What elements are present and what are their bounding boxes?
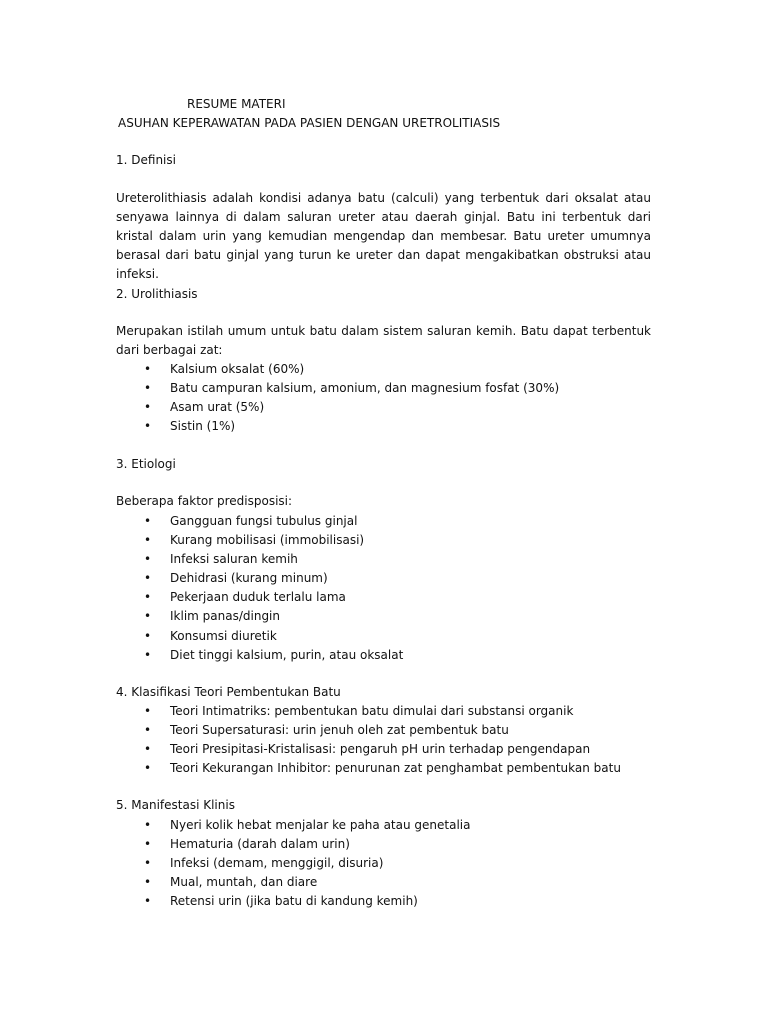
section-paragraph-urolithiasis: Merupakan istilah umum untuk batu dalam sistem saluran kemih. Batu dapat terbentuk dari berbagai zat: xyxy=(116,324,651,358)
list-item-text: Nyeri kolik hebat menjalar ke paha atau genetalia xyxy=(170,818,471,832)
list-item-text: Kurang mobilisasi (immobilisasi) xyxy=(170,533,365,548)
bullet-icon: • xyxy=(144,818,152,832)
list-item xyxy=(116,759,621,778)
bullet-icon: • xyxy=(144,552,152,567)
list-item xyxy=(116,379,559,398)
bullet-icon: • xyxy=(144,894,152,909)
list-item xyxy=(116,588,403,607)
list-item xyxy=(116,721,621,740)
bullet-icon: • xyxy=(144,856,152,871)
list-item xyxy=(116,550,403,569)
section-heading-manifestasi: 5. Manifestasi Klinis xyxy=(116,798,235,812)
bullet-icon: • xyxy=(144,647,152,662)
bullet-icon: • xyxy=(144,419,152,434)
list-item xyxy=(116,835,470,854)
list-item xyxy=(116,607,403,626)
list-item-text: Infeksi (demam, menggigil, disuria) xyxy=(170,856,384,871)
bullet-icon: • xyxy=(144,571,152,586)
list-item xyxy=(116,627,403,646)
bullet-icon: • xyxy=(144,381,152,396)
bullet-icon: • xyxy=(144,742,152,757)
bullet-icon: • xyxy=(144,590,152,605)
list-item-text: Dehidrasi (kurang minum) xyxy=(170,571,328,586)
list-item xyxy=(116,569,403,588)
list-item-text: Konsumsi diuretik xyxy=(170,628,277,643)
list-item xyxy=(116,892,470,911)
bullet-icon: • xyxy=(144,400,152,415)
list-item xyxy=(116,512,403,531)
list-item-text: Teori Kekurangan Inhibitor: penurunan zat penghambat pembentukan batu xyxy=(170,761,621,776)
section-heading-klasifikasi: 4. Klasifikasi Teori Pembentukan Batu xyxy=(116,685,341,699)
bullet-list-klasifikasi xyxy=(116,702,621,778)
list-item-text: Batu campuran kalsium, amonium, dan magnesium fosfat (30%) xyxy=(170,381,560,396)
list-item-text: Sistin (1%) xyxy=(170,419,236,434)
bullet-icon: • xyxy=(144,609,152,624)
list-item xyxy=(116,646,403,665)
bullet-list-urolithiasis xyxy=(116,360,559,436)
bullet-list-manifestasi xyxy=(116,816,470,911)
list-item-text: Kalsium oksalat (60%) xyxy=(170,362,305,376)
list-item xyxy=(116,398,559,417)
section-heading-etiologi: 3. Etiologi xyxy=(116,457,176,471)
list-item xyxy=(116,740,621,759)
list-item xyxy=(116,531,403,550)
bullet-icon: • xyxy=(144,761,152,776)
bullet-icon: • xyxy=(144,362,152,376)
list-item-text: Diet tinggi kalsium, purin, atau oksalat xyxy=(170,647,404,662)
list-item xyxy=(116,816,470,835)
list-item-text: Retensi urin (jika batu di kandung kemih) xyxy=(170,894,418,909)
list-item-text: Mual, muntah, dan diare xyxy=(170,875,318,890)
list-item-text: Hematuria (darah dalam urin) xyxy=(170,837,350,852)
list-item-text: Asam urat (5%) xyxy=(170,400,265,415)
bullet-icon: • xyxy=(144,704,152,718)
section-paragraph-etiologi: Beberapa faktor predisposisi: xyxy=(116,494,293,508)
section-heading-definisi: 1. Definisi xyxy=(116,153,176,167)
bullet-icon: • xyxy=(144,533,152,548)
list-item xyxy=(116,854,470,873)
bullet-icon: • xyxy=(144,628,152,643)
bullet-icon: • xyxy=(144,723,152,738)
list-item xyxy=(116,873,470,892)
bullet-list-etiologi xyxy=(116,512,403,665)
section-heading-urolithiasis: 2. Urolithiasis xyxy=(116,287,198,301)
list-item-text: Infeksi saluran kemih xyxy=(170,552,298,567)
document-title: RESUME MATERI xyxy=(187,97,286,111)
list-item-text: Teori Supersaturasi: urin jenuh oleh zat pembentuk batu xyxy=(170,723,509,738)
list-item-text: Teori Intimatriks: pembentukan batu dimulai dari substansi organik xyxy=(170,704,574,718)
bullet-icon: • xyxy=(144,514,152,528)
bullet-icon: • xyxy=(144,837,152,852)
bullet-icon: • xyxy=(144,875,152,890)
list-item xyxy=(116,360,559,379)
document-subtitle: ASUHAN KEPERAWATAN PADA PASIEN DENGAN URETROLITIASIS xyxy=(118,116,501,130)
list-item-text: Gangguan fungsi tubulus ginjal xyxy=(170,514,358,528)
list-item-text: Teori Presipitasi-Kristalisasi: pengaruh pH urin terhadap pengendapan xyxy=(170,742,591,757)
list-item xyxy=(116,417,559,436)
list-item-text: Iklim panas/dingin xyxy=(170,609,280,624)
section-paragraph-definisi: Ureterolithiasis adalah kondisi adanya batu (calculi) yang terbentuk dari oksalat atau senyawa lainnya di dalam saluran ureter atau daerah ginjal. Batu ini terbentuk dari kristal dalam urin yang kemudian mengendap dan membesar. Batu ureter umumnya berasal dari batu ginjal yang turun ke ureter dan dapat mengakibatkan obstruksi atau infeksi. xyxy=(116,191,651,282)
list-item-text: Pekerjaan duduk terlalu lama xyxy=(170,590,346,605)
list-item xyxy=(116,702,621,721)
